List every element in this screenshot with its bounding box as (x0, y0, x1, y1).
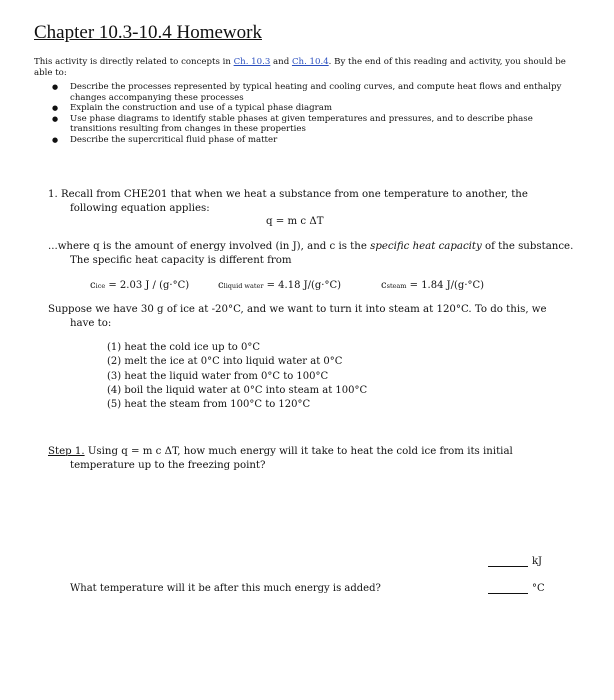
question-1 (48, 188, 578, 216)
intro-text-mid: and (270, 57, 292, 67)
energy-answer (488, 556, 542, 567)
step-1-text: Using q = m c ΔT, how much energy will it take to heat the cold ice from its initial (84, 446, 513, 457)
objectives-list (52, 82, 572, 146)
process-step: (1) heat the cold ice up to 0°C (107, 342, 260, 353)
energy-unit: kJ (532, 556, 543, 567)
suppose-line2: have to: (70, 318, 112, 329)
q1-line2: following equation applies: (70, 203, 210, 214)
step-1-label: Step 1. (48, 446, 85, 457)
where-text-em: specific heat capacity (370, 241, 482, 252)
intro-text-post: . By the end of this reading and activity, you should be able to: (34, 57, 566, 78)
heat-capacity-liquid-water: cliquid water = 4.18 J/(g·°C) (218, 280, 342, 291)
heat-capacity-ice: cice = 2.03 J / (g·°C) (90, 280, 190, 291)
temperature-unit: °C (532, 583, 545, 594)
suppose-paragraph (48, 303, 588, 331)
energy-answer-blank[interactable] (488, 556, 528, 567)
step-1-question (48, 445, 578, 473)
objective-item: ● Describe the processes represented by typical heating and cooling curves, and compute heat flows and enthalpy changes accompanying these processes (52, 82, 572, 103)
heat-equation: q = m c ΔT (266, 216, 324, 227)
suppose-line1: Suppose we have 30 g of ice at -20°C, and we want to turn it into steam at 120°C. To do this, we (48, 304, 547, 315)
process-step: (3) heat the liquid water from 0°C to 100°C (107, 370, 329, 382)
objective-item: ● Use phase diagrams to identify stable phases at given temperatures and pressures, and to describe phase transitions resulting from changes in these properties (52, 114, 572, 135)
q1-line1: 1. Recall from CHE201 that when we heat a substance from one temperature to another, the (48, 189, 528, 200)
intro-paragraph (34, 57, 579, 79)
temperature-answer (488, 583, 545, 594)
link-ch-10-4[interactable]: Ch. 10.4 (291, 57, 329, 67)
step-1-line2: temperature up to the freezing point? (70, 460, 266, 471)
heat-capacity-steam: csteam = 1.84 J/(g·°C) (381, 280, 485, 291)
process-step: (2) melt the ice at 0°C into liquid water at 0°C (107, 356, 343, 368)
objective-item: ● Explain the construction and use of a typical phase diagram (52, 103, 572, 114)
where-text-post: of the substance. (481, 241, 574, 252)
intro-text-pre: This activity is directly related to concepts in (34, 57, 234, 67)
where-text-pre: ...where q is the amount of energy involved (in J), and c is the (48, 241, 371, 252)
where-paragraph (48, 240, 588, 268)
temperature-answer-blank[interactable] (488, 583, 528, 594)
objective-item: ● Describe the supercritical fluid phase of matter (52, 135, 572, 146)
process-steps-list (107, 341, 367, 412)
where-line2: The specific heat capacity is different from (70, 255, 292, 266)
process-step: (5) heat the steam from 100°C to 120°C (107, 399, 311, 411)
temperature-question: What temperature will it be after this much energy is added? (70, 583, 381, 594)
page-title: Chapter 10.3-10.4 Homework (34, 22, 262, 43)
link-ch-10-3[interactable]: Ch. 10.3 (233, 57, 271, 67)
process-step: (4) boil the liquid water at 0°C into steam at 100°C (107, 384, 368, 396)
